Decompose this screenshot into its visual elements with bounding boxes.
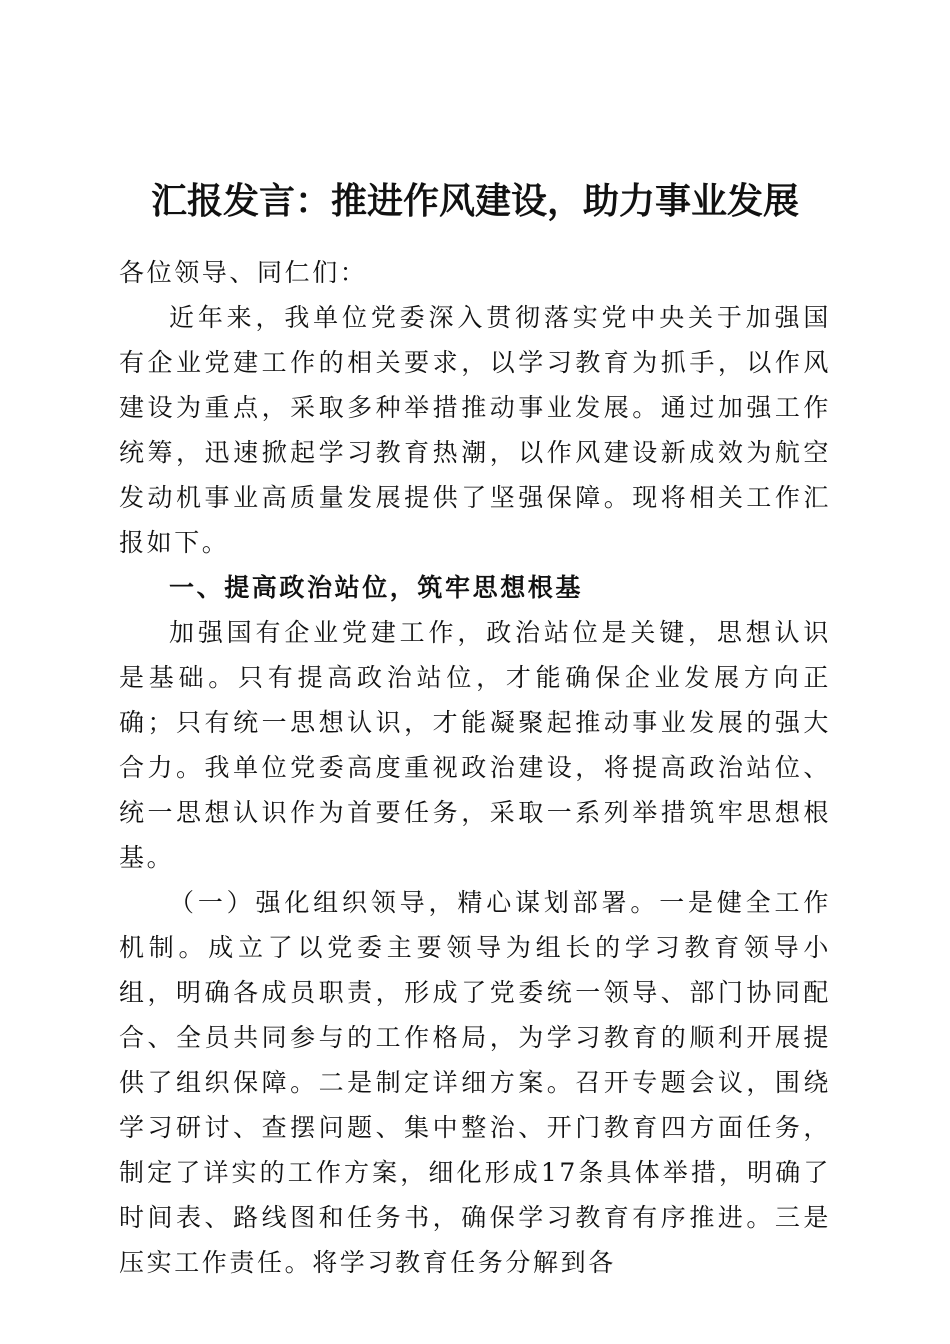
subsection-heading: （一）强化组织领导，精心谋划部署。	[169, 888, 660, 917]
document-title: 汇报发言：推进作风建设，助力事业发展	[150, 181, 799, 222]
subsection-paragraph	[119, 880, 831, 1285]
section-paragraph: 加强国有企业党建工作，政治站位是关键，思想认识是基础。只有提高政治站位，才能确保企业发展方向正确；只有统一思想认识，才能凝聚起推动事业发展的强大合力。我单位党委高度重视政治建设，将提高政治站位、统一思想认识作为首要任务，采取一系列举措筑牢思想根基。	[119, 618, 831, 872]
subsection-text: 一是健全工作机制。成立了以党委主要领导为组长的学习教育领导小组，明确各成员职责，形成了党委统一领导、部门协同配合、全员共同参与的工作格局，为学习教育的顺利开展提供了组织保障。二是制定详细方案。召开专题会议，围绕学习研讨、查摆问题、集中整治、开门教育四方面任务，制定了详实的工作方案，细化形成17条具体举措，明确了时间表、路线图和任务书，确保学习教育有序推进。三是压实工作责任。将学习教育任务分解到各	[119, 888, 831, 1277]
intro-paragraph: 近年来，我单位党委深入贯彻落实党中央关于加强国有企业党建工作的相关要求，以学习教育为抓手，以作风建设为重点，采取多种举措推动事业发展。通过加强工作统筹，迅速掀起学习教育热潮，以作风建设新成效为航空发动机事业高质量发展提供了坚强保障。现将相关工作汇报如下。	[119, 303, 831, 557]
section-heading: 一、提高政治站位，筑牢思想根基	[169, 573, 584, 602]
salutation: 各位领导、同仁们：	[119, 258, 368, 287]
document-body	[119, 250, 831, 1285]
